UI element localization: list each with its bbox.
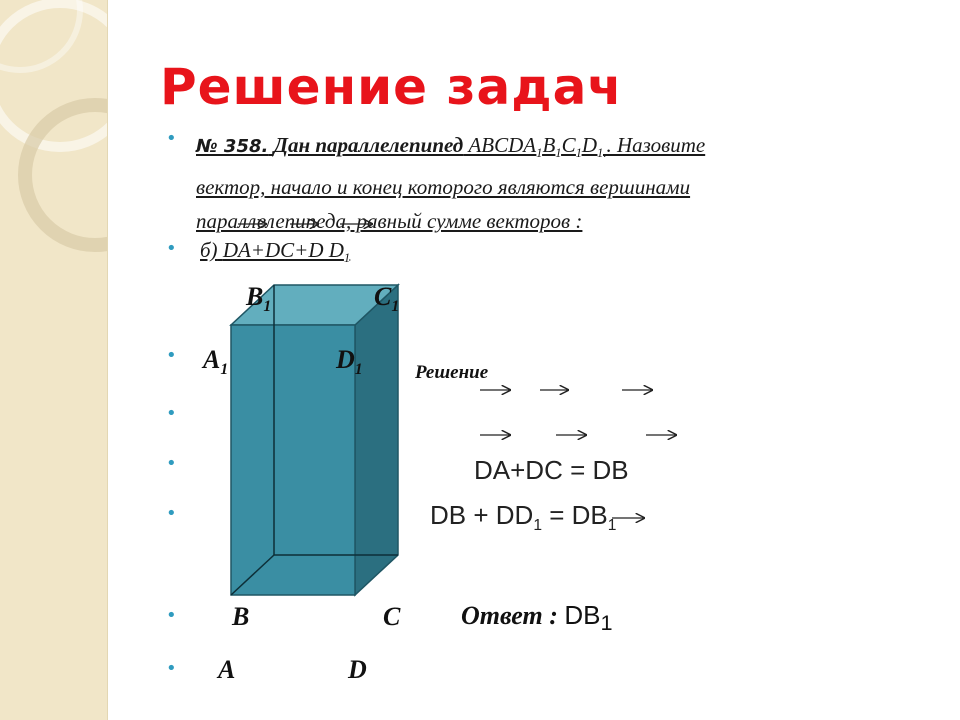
problem-lead: Дан параллелепипед [273, 133, 464, 157]
bullet-icon: • [166, 503, 177, 524]
vertex-a-label: A [218, 655, 236, 684]
answer-value: $DB_1$ [564, 600, 613, 636]
vertex-b1-label: $B_1$ [246, 282, 272, 316]
parallelepiped-name: $ABCDA_1B_1C_1D_{1.}$ [468, 133, 607, 161]
answer-word: Ответ : [461, 601, 558, 630]
bullet-icon: • [166, 403, 177, 424]
bullet-icon: • [166, 128, 177, 149]
vertex-d-label: D [348, 655, 367, 684]
problem-line3: параллелепипеда, равный сумме векторов : [196, 209, 583, 234]
answer [461, 600, 613, 636]
vertex-a1-label: $A_1$ [203, 345, 229, 379]
problem-line1-end: . Назовите [606, 133, 706, 157]
equation-2: DB + $DD_1 = DB_1$ [430, 500, 617, 535]
part-b-expression: б) DA+DC+D $D_1$ [200, 238, 351, 266]
slide-title: Решение задач [160, 58, 623, 116]
problem-number: № 358. [196, 136, 269, 157]
vertex-d1-label: $D_1$ [336, 345, 363, 379]
bullet-icon: • [166, 345, 177, 366]
bullet-icon: • [166, 605, 177, 626]
vertex-c1-label: $C_1$ [374, 282, 400, 316]
bullet-icon: • [166, 658, 177, 679]
bullet-icon: • [166, 238, 177, 259]
vertex-b-label: B [232, 602, 250, 631]
vertex-c-label: C [383, 602, 401, 631]
problem-line2: вектор, начало и конец которого являются вершинами [196, 175, 691, 200]
solution-label: Решение [415, 362, 489, 383]
equation-1: DA+DC = DB [474, 455, 629, 485]
bullet-icon: • [166, 453, 177, 474]
